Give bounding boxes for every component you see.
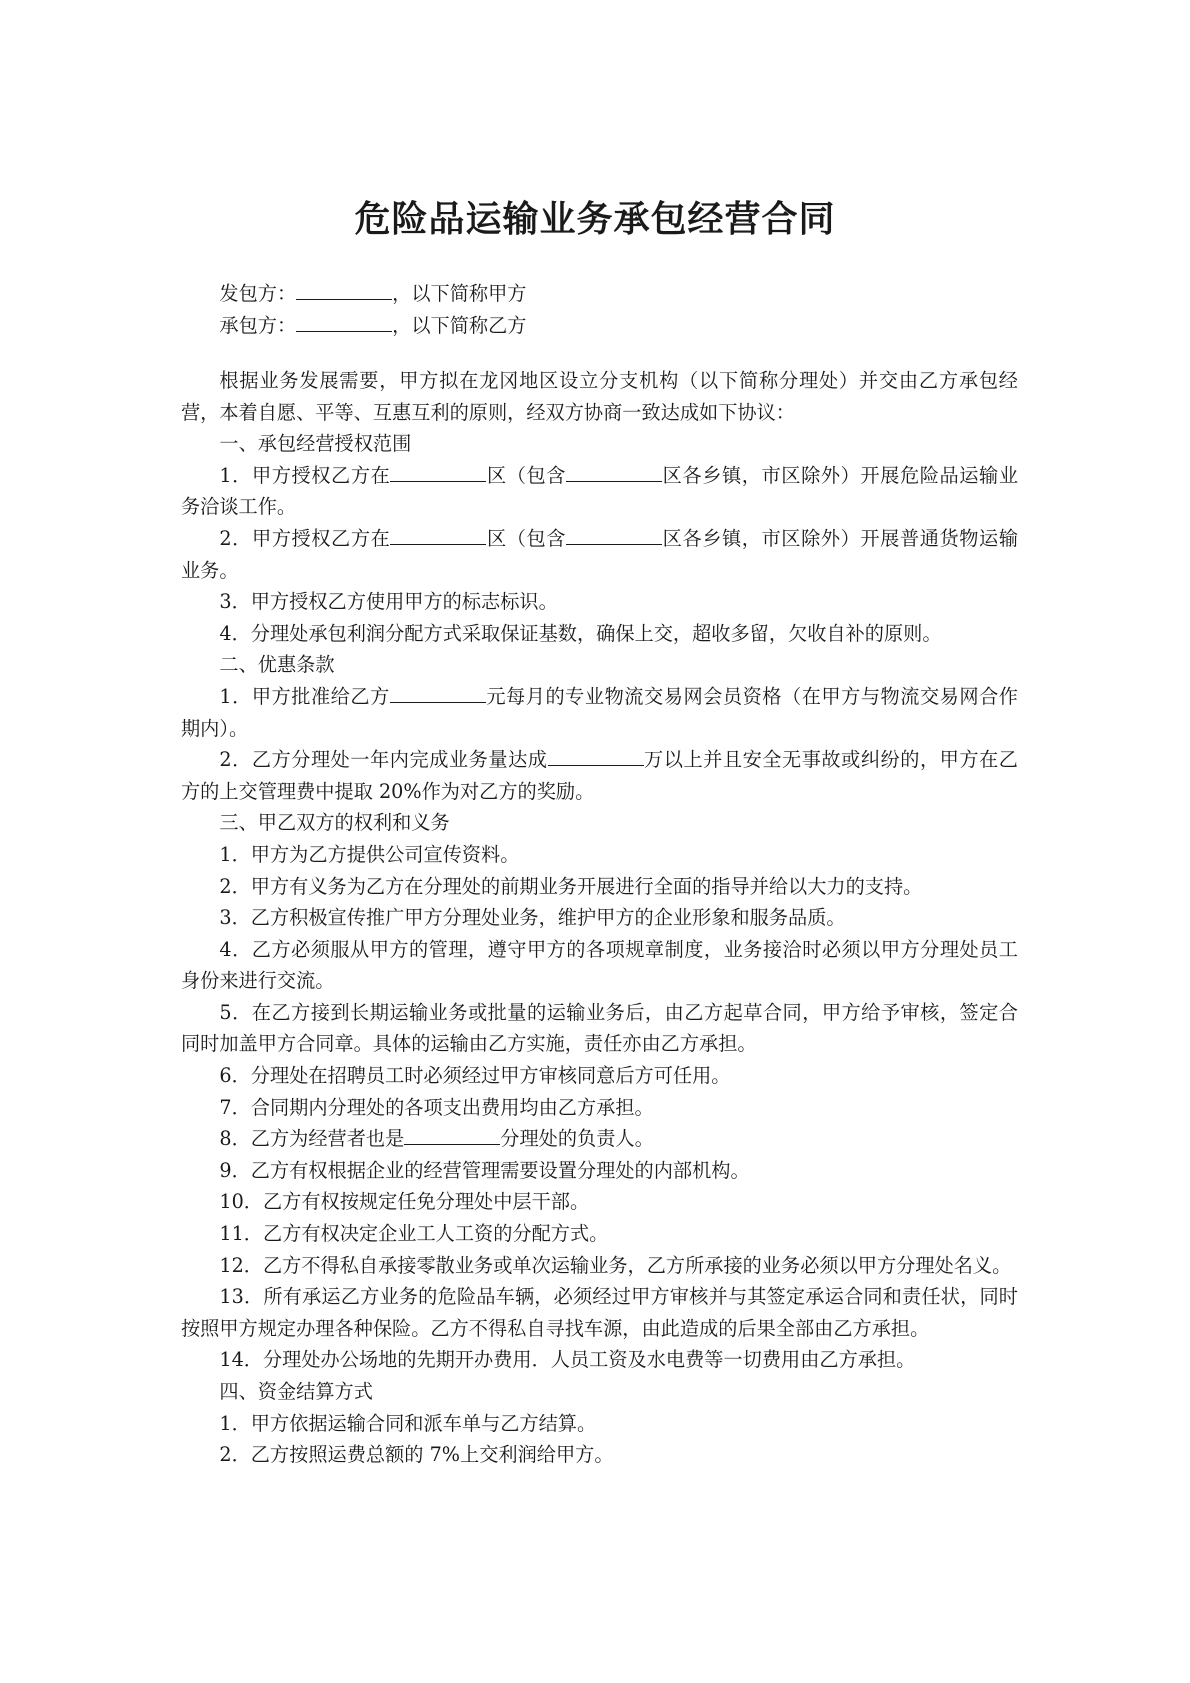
section-1-clause-3: 3．甲方授权乙方使用甲方的标志标识。	[219, 590, 558, 614]
clause-text: 元每月的专业物流交易网会员资格（在甲方与物流交易网合作期内）。	[181, 684, 1018, 740]
party-b-suffix: ，以下简称乙方	[392, 313, 527, 337]
section-3-clause-14: 14．分理处办公场地的先期开办费用．人员工资及水电费等一切费用由乙方承担。	[219, 1348, 916, 1372]
clause-text: 万以上并且安全无事故或纠纷的，甲方在乙方的上交管理费中提取 20%作为对乙方的奖励。	[181, 748, 1018, 803]
parties-block	[181, 278, 1018, 341]
section-3-clause-2: 2．甲方有义务为乙方在分理处的前期业务开展进行全面的指导并给以大力的支持。	[219, 874, 923, 898]
section-2-clause-2	[181, 744, 1018, 807]
volume-blank[interactable]	[548, 747, 644, 766]
party-b-blank[interactable]	[296, 313, 392, 332]
section-3-clause-4: 4．乙方必须服从甲方的管理，遵守甲方的各项规章制度，业务接洽时必须以甲方分理处员工身份来进行交流。	[181, 937, 1018, 993]
clause-text: 8．乙方为经营者也是	[219, 1127, 405, 1151]
section-3-clause-9: 9．乙方有权根据企业的经营管理需要设置分理处的内部机构。	[219, 1158, 750, 1182]
district-blank[interactable]	[566, 463, 662, 482]
section-1-clause-2	[181, 523, 1018, 586]
section-3-clause-11: 11．乙方有权决定企业工人工资的分配方式。	[219, 1222, 609, 1246]
clause-text: 分理处的负责人。	[500, 1127, 654, 1151]
section-3-clause-10: 10．乙方有权按规定任免分理处中层干部。	[219, 1190, 590, 1214]
clause-text: 区各乡镇，市区除外）开展危险品运输业务洽谈工作。	[181, 463, 1019, 519]
party-a-blank[interactable]	[296, 281, 392, 300]
section-3-clause-6: 6．分理处在招聘员工时必须经过甲方审核同意后方可任用。	[219, 1064, 731, 1088]
document-title: 危险品运输业务承包经营合同	[354, 199, 836, 240]
party-a-label: 发包方：	[219, 282, 297, 305]
intro-paragraph: 根据业务发展需要，甲方拟在龙冈地区设立分支机构（以下简称分理处）并交由乙方承包经营，本着自愿、平等、互惠互利的原则，经双方协商一致达成如下协议：	[181, 369, 1018, 424]
section-1-clause-4: 4．分理处承包利润分配方式采取保证基数，确保上交，超收多留，欠收自补的原则。	[219, 621, 942, 645]
party-b-line	[181, 310, 1018, 342]
party-a-suffix: ，以下简称甲方	[392, 282, 527, 305]
section-1-clause-1	[181, 460, 1018, 523]
party-a-line	[181, 278, 1018, 310]
clause-text: 1．甲方批准给乙方	[219, 684, 390, 708]
contract-body	[181, 365, 1018, 1471]
section-3-clause-8	[181, 1123, 1018, 1155]
section-2-clause-1	[181, 681, 1018, 744]
section-4-heading: 四、资金结算方式	[219, 1380, 373, 1403]
amount-blank[interactable]	[390, 684, 486, 703]
clause-text: 区（包含	[486, 526, 567, 550]
clause-text: 2．乙方分理处一年内完成业务量达成	[219, 748, 548, 772]
district-blank[interactable]	[390, 526, 486, 545]
clause-text: 区（包含	[486, 463, 567, 487]
clause-text: 1．甲方授权乙方在	[219, 463, 391, 487]
section-3-clause-3: 3．乙方积极宣传推广甲方分理处业务，维护甲方的企业形象和服务品质。	[219, 906, 846, 930]
section-2-heading: 二、优惠条款	[219, 653, 335, 677]
clause-text: 2．甲方授权乙方在	[219, 526, 391, 550]
section-3-clause-13: 13．所有承运乙方业务的危险品车辆，必须经过甲方审核并与其签定承运合同和责任状，同时按照甲方规定办理各种保险。乙方不得私自寻找车源，由此造成的后果全部由乙方承担。	[181, 1285, 1018, 1340]
section-3-heading: 三、甲乙双方的权利和义务	[219, 811, 450, 835]
party-b-label: 承包方：	[219, 313, 297, 337]
section-3-clause-12: 12．乙方不得私自承接零散业务或单次运输业务，乙方所承接的业务必须以甲方分理处名义。	[219, 1253, 1012, 1277]
section-4-clause-2: 2．乙方按照运费总额的 7%上交利润给甲方。	[219, 1443, 614, 1467]
section-3-clause-7: 7．合同期内分理处的各项支出费用均由乙方承担。	[219, 1095, 654, 1119]
district-blank[interactable]	[390, 463, 486, 482]
branch-blank[interactable]	[404, 1126, 500, 1145]
section-3-clause-1: 1．甲方为乙方提供公司宣传资料。	[219, 842, 520, 866]
section-3-clause-5: 5．在乙方接到长期运输业务或批量的运输业务后，由乙方起草合同，甲方给予审核，签定合同时加盖甲方合同章。具体的运输由乙方实施，责任亦由乙方承担。	[181, 1000, 1018, 1056]
section-1-heading: 一、承包经营授权范围	[219, 432, 412, 456]
district-blank[interactable]	[566, 526, 662, 545]
clause-text: 区各乡镇，市区除外）开展普通货物运输业务。	[181, 526, 1019, 582]
section-4-clause-1: 1．甲方依据运输合同和派车单与乙方结算。	[219, 1411, 597, 1435]
